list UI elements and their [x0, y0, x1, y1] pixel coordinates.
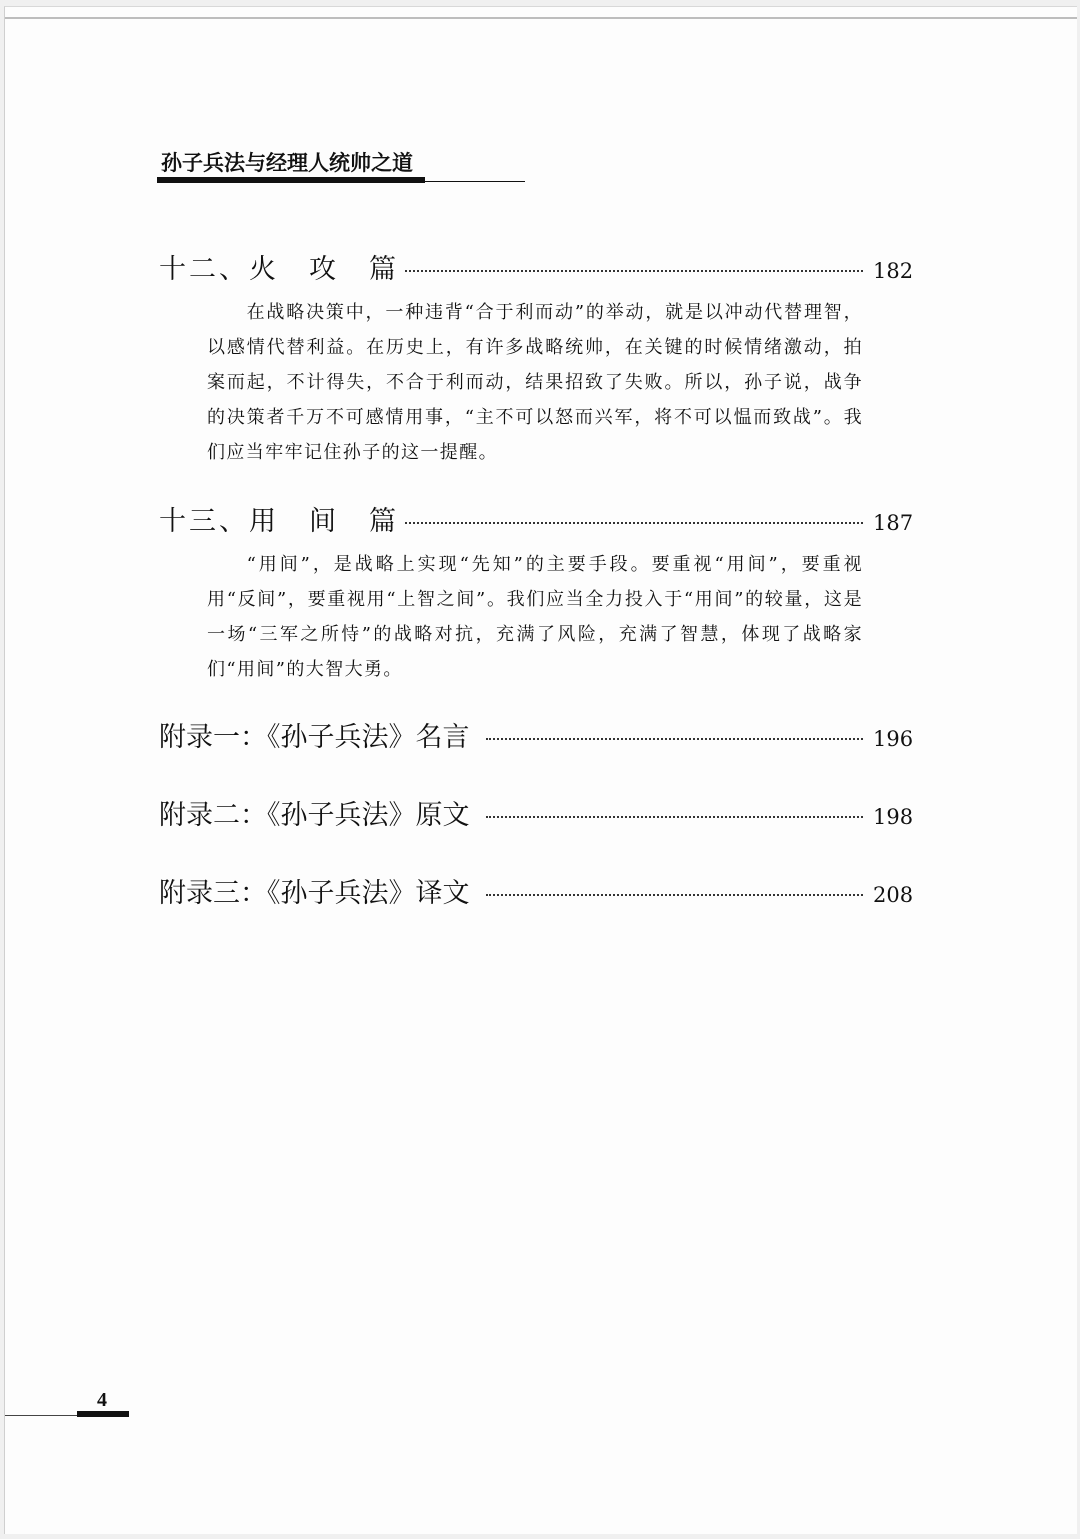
- top-edge-rule: [5, 17, 1077, 19]
- footer-rule-thin: [5, 1415, 77, 1416]
- appendix-title: 附录一：《孙子兵法》名言: [159, 722, 470, 753]
- toc-line[interactable]: [159, 247, 914, 287]
- appendix-title: 附录二：《孙子兵法》原文: [159, 800, 470, 831]
- toc-entry-appendix-2[interactable]: [159, 793, 914, 833]
- toc-entry-chapter-13: [159, 499, 914, 687]
- page-number: 4: [97, 1389, 107, 1411]
- chapter-title: 十三、用 间 篇: [159, 506, 399, 537]
- appendix-title: 附录三：《孙子兵法》译文: [159, 878, 470, 909]
- footer-rule-thick: [77, 1411, 129, 1417]
- dot-leader: [405, 522, 863, 524]
- toc-line[interactable]: [159, 499, 914, 539]
- header-rule-thin: [425, 181, 525, 182]
- page-ref: 198: [873, 805, 914, 829]
- page-ref: 182: [873, 259, 914, 283]
- header-rule-thick: [157, 177, 425, 183]
- toc-entry-appendix-1[interactable]: [159, 715, 914, 755]
- page-ref: 208: [873, 883, 914, 907]
- dot-leader: [486, 894, 864, 896]
- chapter-summary: “用间”，是战略上实现“先知”的主要手段。要重视“用间”，要重视用“反间”，要重视用“上智之间”。我们应当全力投入于“用间”的较量，这是一场“三军之所恃”的战略对抗，充满了风险，充满了智慧，体现了战略家们“用间”的大智大勇。: [207, 554, 863, 680]
- toc-line[interactable]: [159, 871, 914, 911]
- chapter-summary: 在战略决策中，一种违背“合于利而动”的举动，就是以冲动代替理智，以感情代替利益。在历史上，有许多战略统帅，在关键的时候情绪激动，拍案而起，不计得失，不合于利而动，结果招致了失败。所以，孙子说，战争的决策者千万不可感情用事，“主不可以怒而兴军，将不可以愠而致战”。我们应当牢牢记住孙子的这一提醒。: [207, 302, 863, 463]
- book-page: [4, 6, 1077, 1534]
- page-ref: 187: [873, 511, 914, 535]
- dot-leader: [486, 816, 864, 818]
- toc-entry-chapter-12: [159, 247, 914, 470]
- toc-entry-appendix-3[interactable]: [159, 871, 914, 911]
- running-title: 孙子兵法与经理人统帅之道: [161, 151, 413, 175]
- page-ref: 196: [873, 727, 914, 751]
- toc-line[interactable]: [159, 715, 914, 755]
- chapter-title: 十二、火 攻 篇: [159, 254, 399, 285]
- toc-line[interactable]: [159, 793, 914, 833]
- dot-leader: [486, 738, 864, 740]
- dot-leader: [405, 270, 863, 272]
